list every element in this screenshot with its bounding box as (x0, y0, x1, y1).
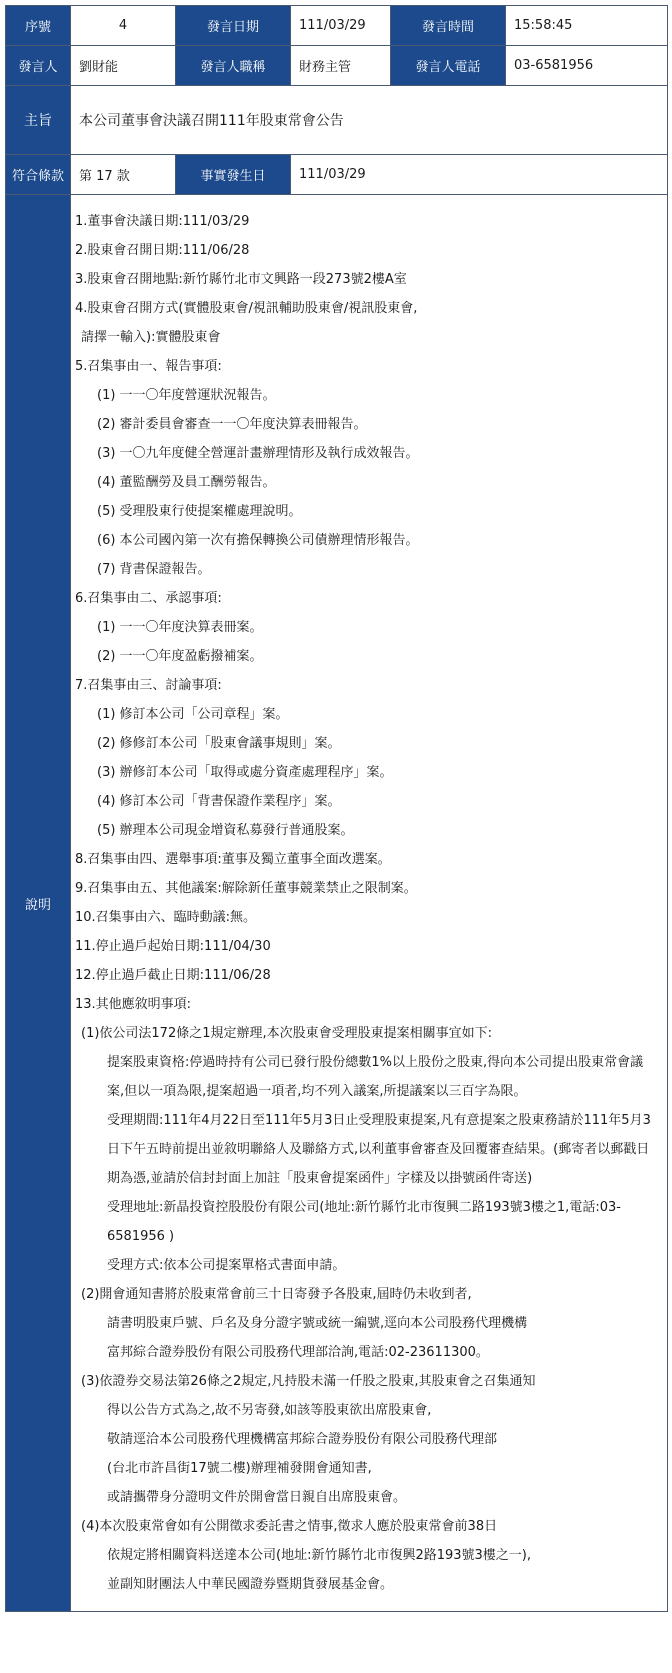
desc-line: 7.召集事由三、討論事項: (75, 678, 222, 693)
desc-line: 受理地址:新晶投資控股股份有限公司(地址:新竹縣竹北市復興二路193號3樓之1,電話:03-6581956 ) (107, 1200, 621, 1244)
desc-line: (7) 背書保證報告。 (97, 562, 211, 577)
desc-line: 2.股東會召開日期:111/06/28 (75, 243, 250, 258)
speaker-value: 劉財能 (71, 46, 176, 86)
desc-line: (6) 本公司國內第一次有擔保轉換公司債辦理情形報告。 (97, 533, 419, 548)
desc-line: 受理方式:依本公司提案單格式書面申請。 (107, 1258, 346, 1273)
desc-line: (2) 一一〇年度盈虧撥補案。 (97, 649, 263, 664)
desc-line: (1) 修訂本公司「公司章程」案。 (97, 707, 289, 722)
desc-line: 受理期間:111年4月22日至111年5月3日止受理股東提案,凡有意提案之股東務請於111年5月3日下午五時前提出並敘明聯絡人及聯絡方式,以利董事會審查及回覆審查結果。(郵寄者以郵戳日期為憑,並請於信封封面上加註「股東會提案函件」字樣及以掛號函件寄送) (107, 1113, 651, 1186)
desc-line: 12.停止過戶截止日期:111/06/28 (75, 968, 271, 983)
desc-line: 5.召集事由一、報告事項: (75, 359, 222, 374)
desc-line: 3.股東會召開地點:新竹縣竹北市文興路一段273號2樓A室 (75, 272, 407, 287)
desc-line: (2)開會通知書將於股東常會前三十日寄發予各股東,屆時仍未收到者, (81, 1287, 472, 1302)
desc-line: 得以公告方式為之,故不另寄發,如該等股東欲出席股東會, (107, 1403, 432, 1418)
desc-line: (5) 辦理本公司現金增資私募發行普通股案。 (97, 823, 354, 838)
clause-row (6, 155, 668, 195)
desc-line: 請書明股東戶號、戶名及身分證字號或統一編號,逕向本公司股務代理機構 (107, 1316, 528, 1331)
subject-value: 本公司董事會決議召開111年股東常會公告 (71, 86, 668, 155)
desc-line: 富邦綜合證券股份有限公司股務代理部洽詢,電話:02-23611300。 (107, 1345, 489, 1360)
clause-label: 符合條款 (6, 155, 71, 195)
desc-line: (3)依證券交易法第26條之2規定,凡持股未滿一仟股之股東,其股東會之召集通知 (81, 1374, 536, 1389)
subject-label: 主旨 (6, 86, 71, 155)
description-row (6, 195, 668, 1612)
desc-line: (4) 修訂本公司「背書保證作業程序」案。 (97, 794, 341, 809)
desc-line: 11.停止過戶起始日期:111/04/30 (75, 939, 271, 954)
announcement-table (5, 5, 668, 1612)
desc-line: 13.其他應敘明事項: (75, 997, 192, 1012)
desc-line: (4)本次股東常會如有公開徵求委託書之情事,徵求人應於股東常會前38日 (81, 1519, 498, 1534)
desc-line: 或請攜帶身分證明文件於開會當日親自出席股東會。 (107, 1490, 407, 1505)
desc-line: 4.股東會召開方式(實體股東會/視訊輔助股東會/視訊股東會, (75, 301, 418, 316)
desc-line: 1.董事會決議日期:111/03/29 (75, 214, 250, 229)
desc-line: 依規定將相關資料送達本公司(地址:新竹縣竹北市復興2路193號3樓之一), (107, 1548, 532, 1563)
time-value: 15:58:45 (506, 6, 668, 46)
speaker-phone-label: 發言人電話 (391, 46, 506, 86)
clause-value: 第 17 款 (71, 155, 176, 195)
header-row-1 (6, 6, 668, 46)
desc-line: 請擇一輸入):實體股東會 (81, 330, 221, 345)
speaker-title-value: 財務主管 (291, 46, 391, 86)
desc-line: (2) 修修訂本公司「股東會議事規則」案。 (97, 736, 341, 751)
date-value: 111/03/29 (291, 6, 391, 46)
desc-line: (3) 辦修訂本公司「取得或處分資產處理程序」案。 (97, 765, 393, 780)
date-label: 發言日期 (176, 6, 291, 46)
desc-line: 並副知財團法人中華民國證券暨期貨發展基金會。 (107, 1577, 394, 1592)
desc-line: (1)依公司法172條之1規定辦理,本次股東會受理股東提案相關事宜如下: (81, 1026, 493, 1041)
desc-line: (1) 一一〇年度營運狀況報告。 (97, 388, 276, 403)
desc-line: (台北市許昌街17號二樓)辦理補發開會通知書, (107, 1461, 372, 1476)
seq-label: 序號 (6, 6, 71, 46)
time-label: 發言時間 (391, 6, 506, 46)
desc-line: 8.召集事由四、選舉事項:董事及獨立董事全面改選案。 (75, 852, 391, 867)
desc-line: 6.召集事由二、承認事項: (75, 591, 222, 606)
event-date-value: 111/03/29 (291, 155, 668, 195)
description-label: 說明 (6, 195, 71, 1612)
desc-line: (1) 一一〇年度決算表冊案。 (97, 620, 263, 635)
desc-line: 10.召集事由六、臨時動議:無。 (75, 910, 257, 925)
desc-line: 敬請逕洽本公司股務代理機構富邦綜合證券股份有限公司股務代理部 (107, 1432, 498, 1447)
desc-line: (4) 董監酬勞及員工酬勞報告。 (97, 475, 276, 490)
desc-line: 9.召集事由五、其他議案:解除新任董事競業禁止之限制案。 (75, 881, 417, 896)
desc-line: 提案股東資格:停過時持有公司已發行股份總數1%以上股份之股東,得向本公司提出股東常會議案,但以一項為限,提案超過一項者,均不列入議案,所提議案以三百字為限。 (107, 1055, 644, 1099)
desc-line: (2) 審計委員會審查一一〇年度決算表冊報告。 (97, 417, 367, 432)
speaker-phone-value: 03-6581956 (506, 46, 668, 86)
header-row-2 (6, 46, 668, 86)
event-date-label: 事實發生日 (176, 155, 291, 195)
desc-line: (5) 受理股東行使提案權處理說明。 (97, 504, 302, 519)
description-body (71, 195, 668, 1612)
seq-value: 4 (71, 6, 176, 46)
desc-line: (3) 一〇九年度健全營運計畫辦理情形及執行成效報告。 (97, 446, 419, 461)
subject-row (6, 86, 668, 155)
speaker-title-label: 發言人職稱 (176, 46, 291, 86)
speaker-label: 發言人 (6, 46, 71, 86)
